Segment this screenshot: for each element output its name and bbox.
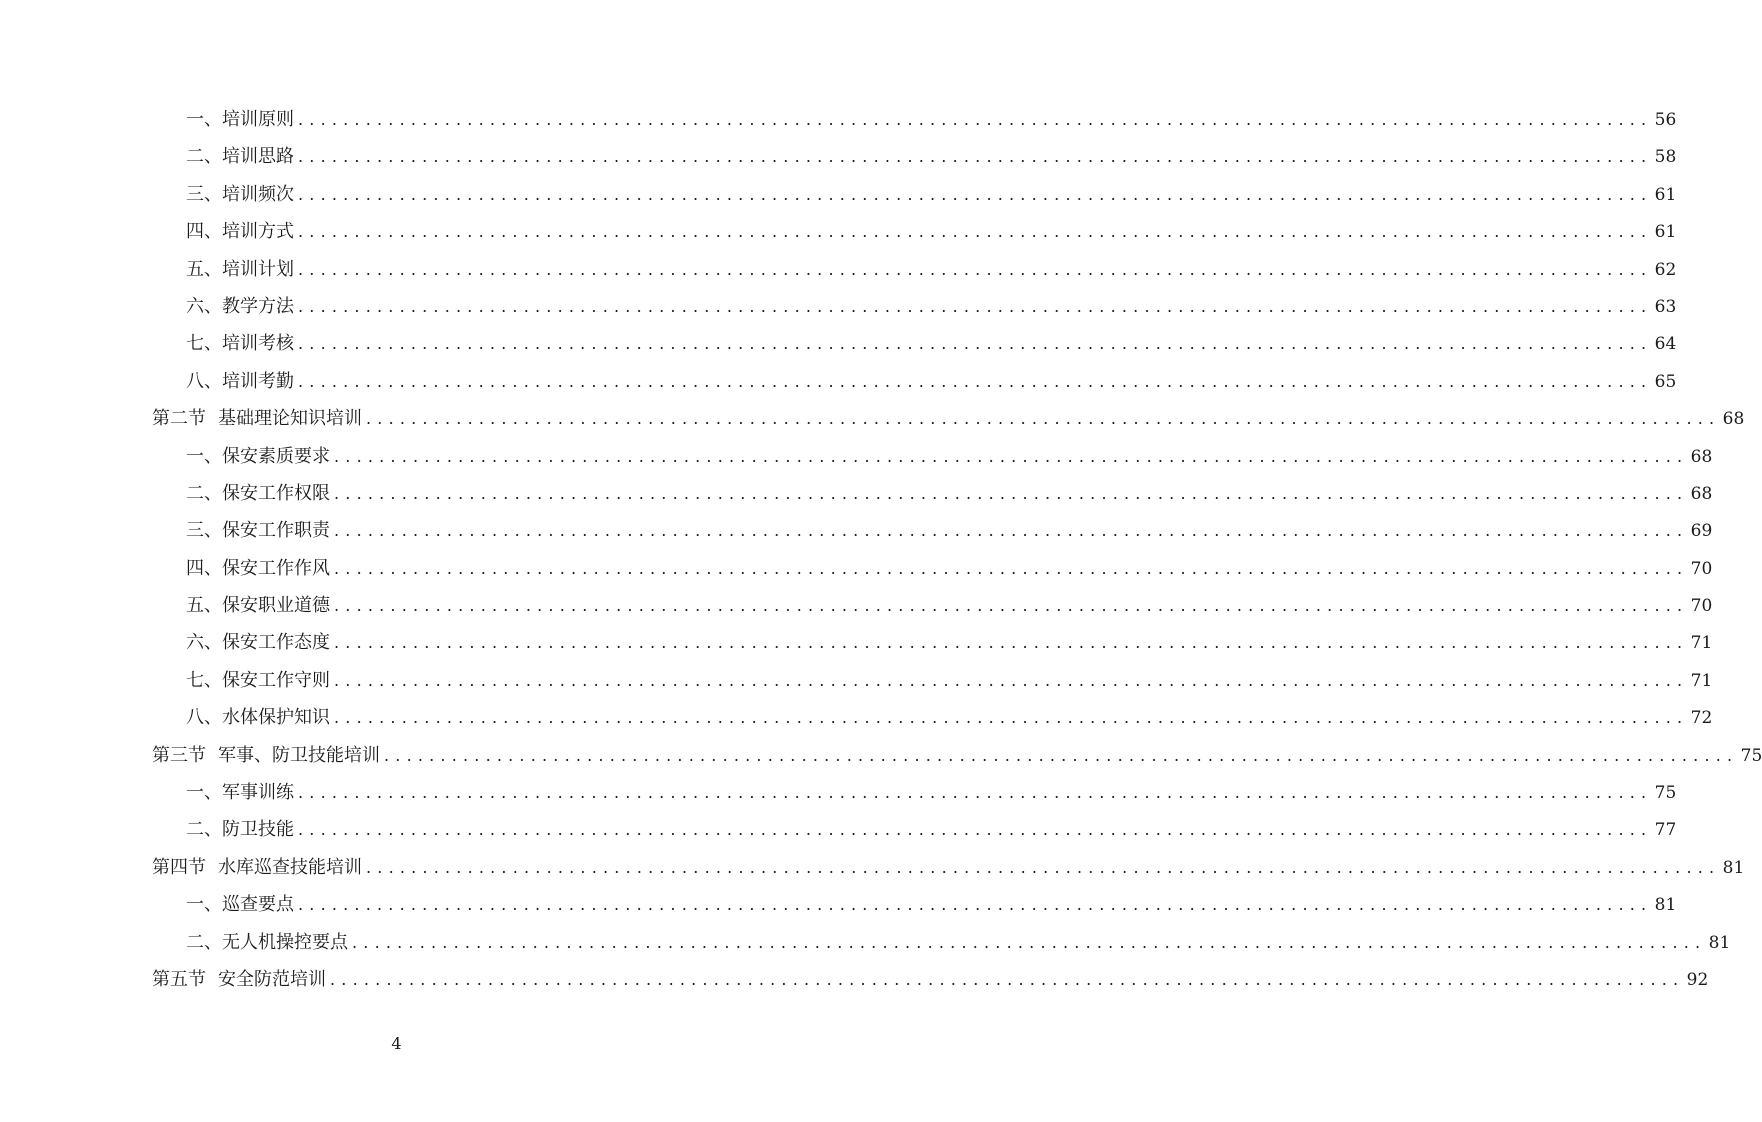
- dot-leader: ........................................................................................................................: [366, 409, 1721, 429]
- toc-section-number: 第二节: [152, 408, 206, 430]
- toc-entry-title: 五、培训计划: [186, 258, 294, 280]
- toc-entry-title: 基础理论知识培训: [218, 408, 362, 430]
- toc-item-entry[interactable]: [152, 662, 1713, 699]
- toc-item-entry[interactable]: [152, 924, 1731, 961]
- toc-entry-title: 一、培训原则: [186, 109, 294, 130]
- dot-leader: ........................................................................................................................: [298, 110, 1653, 129]
- toc-entry-label: [186, 101, 294, 138]
- dot-leader: ........................................................................................................................: [298, 371, 1653, 391]
- toc-page-number: 92: [1686, 969, 1709, 990]
- dot-leader: ........................................................................................................................: [334, 558, 1689, 578]
- toc-section-number: 第四节: [152, 856, 206, 878]
- toc-entry-title: 三、保安工作职责: [186, 520, 330, 542]
- toc-page-number: 70: [1690, 558, 1713, 579]
- toc-page-number: 71: [1690, 670, 1713, 691]
- toc-item-entry[interactable]: [152, 886, 1677, 923]
- toc-item-entry[interactable]: [152, 438, 1713, 475]
- toc-entry-title: 二、培训思路: [186, 146, 294, 168]
- dot-leader: ........................................................................................................................: [384, 745, 1739, 765]
- toc-entry-title: 五、保安职业道德: [186, 595, 330, 617]
- toc-section-entry[interactable]: [152, 400, 1745, 437]
- toc-page-number: 64: [1654, 334, 1677, 355]
- page-number: 4: [391, 1034, 402, 1053]
- toc-item-entry[interactable]: [152, 624, 1713, 661]
- toc-page-number: 68: [1690, 446, 1713, 467]
- toc-entry-label: [186, 550, 330, 587]
- toc-page-number: 77: [1654, 820, 1677, 841]
- dot-leader: ........................................................................................................................: [330, 969, 1685, 989]
- toc-entry-label: [186, 662, 330, 699]
- toc-item-entry[interactable]: [152, 176, 1677, 213]
- toc-entry-label: [152, 400, 362, 437]
- dot-leader: ........................................................................................................................: [334, 521, 1689, 541]
- toc-entry-label: [152, 737, 380, 774]
- dot-leader: ........................................................................................................................: [298, 222, 1653, 242]
- dot-leader: ........................................................................................................................: [298, 184, 1653, 204]
- toc-entry-label: [186, 624, 330, 661]
- dot-leader: ........................................................................................................................: [298, 147, 1653, 167]
- toc-entry-title: 水库巡查技能培训: [218, 856, 362, 878]
- toc-item-entry[interactable]: [152, 363, 1677, 400]
- toc-section-entry[interactable]: [152, 849, 1745, 886]
- toc-section-entry[interactable]: [152, 961, 1709, 998]
- toc-entry-title: 安全防范培训: [218, 968, 326, 990]
- dot-leader: ........................................................................................................................: [334, 633, 1689, 653]
- toc-page-number: 75: [1654, 783, 1677, 804]
- toc-entry-title: 二、防卫技能: [186, 819, 294, 841]
- toc-item-entry[interactable]: [152, 213, 1677, 250]
- toc-item-entry[interactable]: [152, 587, 1713, 624]
- toc-section-number: 第三节: [152, 744, 206, 766]
- toc-page-number: 61: [1654, 184, 1677, 205]
- toc-entry-title: 四、培训方式: [186, 221, 294, 243]
- dot-leader: ........................................................................................................................: [298, 334, 1653, 354]
- toc-page-number: 58: [1654, 147, 1677, 168]
- toc-entry-label: [186, 924, 348, 961]
- toc-entry-title: 三、培训频次: [186, 183, 294, 205]
- dot-leader: ........................................................................................................................: [298, 895, 1653, 915]
- toc-item-entry[interactable]: [152, 325, 1677, 362]
- toc-page-number: 56: [1654, 110, 1677, 130]
- toc-entry-label: [186, 699, 330, 736]
- toc-page-number: 75: [1740, 745, 1762, 766]
- toc-entry-title: 二、保安工作权限: [186, 482, 330, 504]
- toc-entry-title: 八、培训考勤: [186, 370, 294, 392]
- toc-page-number: 69: [1690, 521, 1713, 542]
- toc-section-number: 第五节: [152, 968, 206, 990]
- toc-entry-label: [186, 512, 330, 549]
- toc-item-entry[interactable]: [152, 811, 1677, 848]
- dot-leader: ........................................................................................................................: [334, 446, 1689, 466]
- dot-leader: ........................................................................................................................: [334, 670, 1689, 690]
- toc-entry-title: 六、教学方法: [186, 295, 294, 317]
- dot-leader: ........................................................................................................................: [298, 783, 1653, 803]
- toc-page-number: 71: [1690, 633, 1713, 654]
- toc-item-entry[interactable]: [152, 512, 1713, 549]
- dot-leader: ........................................................................................................................: [334, 483, 1689, 503]
- toc-entry-label: [186, 774, 294, 811]
- dot-leader: ........................................................................................................................: [298, 296, 1653, 316]
- dot-leader: ........................................................................................................................: [334, 596, 1689, 616]
- toc-entry-label: [152, 961, 326, 998]
- dot-leader: ........................................................................................................................: [298, 259, 1653, 279]
- toc-entry-title: 军事、防卫技能培训: [218, 744, 380, 766]
- toc-entry-label: [186, 251, 294, 288]
- toc-item-entry[interactable]: [152, 774, 1677, 811]
- toc-entry-title: 一、保安素质要求: [186, 445, 330, 467]
- toc-entry-title: 七、培训考核: [186, 333, 294, 355]
- toc-page-number: 70: [1690, 596, 1713, 617]
- toc-entry-label: [152, 849, 362, 886]
- toc-page-number: 63: [1654, 296, 1677, 317]
- toc-entry-label: [186, 438, 330, 475]
- toc-entry-title: 七、保安工作守则: [186, 669, 330, 691]
- toc-item-entry[interactable]: [152, 138, 1677, 175]
- toc-entry-title: 四、保安工作作风: [186, 557, 330, 579]
- toc-entry-label: [186, 886, 294, 923]
- toc-entry-title: 一、巡查要点: [186, 894, 294, 916]
- toc-section-entry[interactable]: [152, 737, 1762, 774]
- toc-page-number: 62: [1654, 259, 1677, 280]
- toc-entry-label: [186, 587, 330, 624]
- toc-item-entry[interactable]: [152, 101, 1677, 138]
- toc-entry-label: [186, 176, 294, 213]
- toc-entry-title: 六、保安工作态度: [186, 632, 330, 654]
- toc-item-entry[interactable]: [152, 251, 1677, 288]
- toc-entry-label: [186, 325, 294, 362]
- toc-entry-title: 一、军事训练: [186, 782, 294, 804]
- toc-item-entry[interactable]: [152, 288, 1677, 325]
- toc-page-number: 81: [1708, 932, 1731, 953]
- toc-item-entry[interactable]: [152, 699, 1713, 736]
- toc-entry-label: [186, 363, 294, 400]
- toc-entry-label: [186, 811, 294, 848]
- toc-page-number: 65: [1654, 371, 1677, 392]
- toc-item-entry[interactable]: [152, 475, 1713, 512]
- toc-entry-label: [186, 475, 330, 512]
- dot-leader: ........................................................................................................................: [366, 857, 1721, 877]
- toc-entry-label: [186, 288, 294, 325]
- dot-leader: ........................................................................................................................: [298, 820, 1653, 840]
- toc-page-number: 72: [1690, 708, 1713, 729]
- toc-entry-title: 八、水体保护知识: [186, 707, 330, 729]
- dot-leader: ........................................................................................................................: [352, 932, 1707, 952]
- toc-entry-label: [186, 213, 294, 250]
- toc-page-number: 81: [1722, 857, 1745, 878]
- toc-page-number: 81: [1654, 895, 1677, 916]
- toc-entry-title: 二、无人机操控要点: [186, 931, 348, 953]
- toc-page-number: 68: [1690, 483, 1713, 504]
- dot-leader: ........................................................................................................................: [334, 708, 1689, 728]
- toc-entry-label: [186, 138, 294, 175]
- toc-page-number: 61: [1654, 222, 1677, 243]
- table-of-contents: [152, 101, 1762, 998]
- toc-page-number: 68: [1722, 409, 1745, 430]
- toc-item-entry[interactable]: [152, 550, 1713, 587]
